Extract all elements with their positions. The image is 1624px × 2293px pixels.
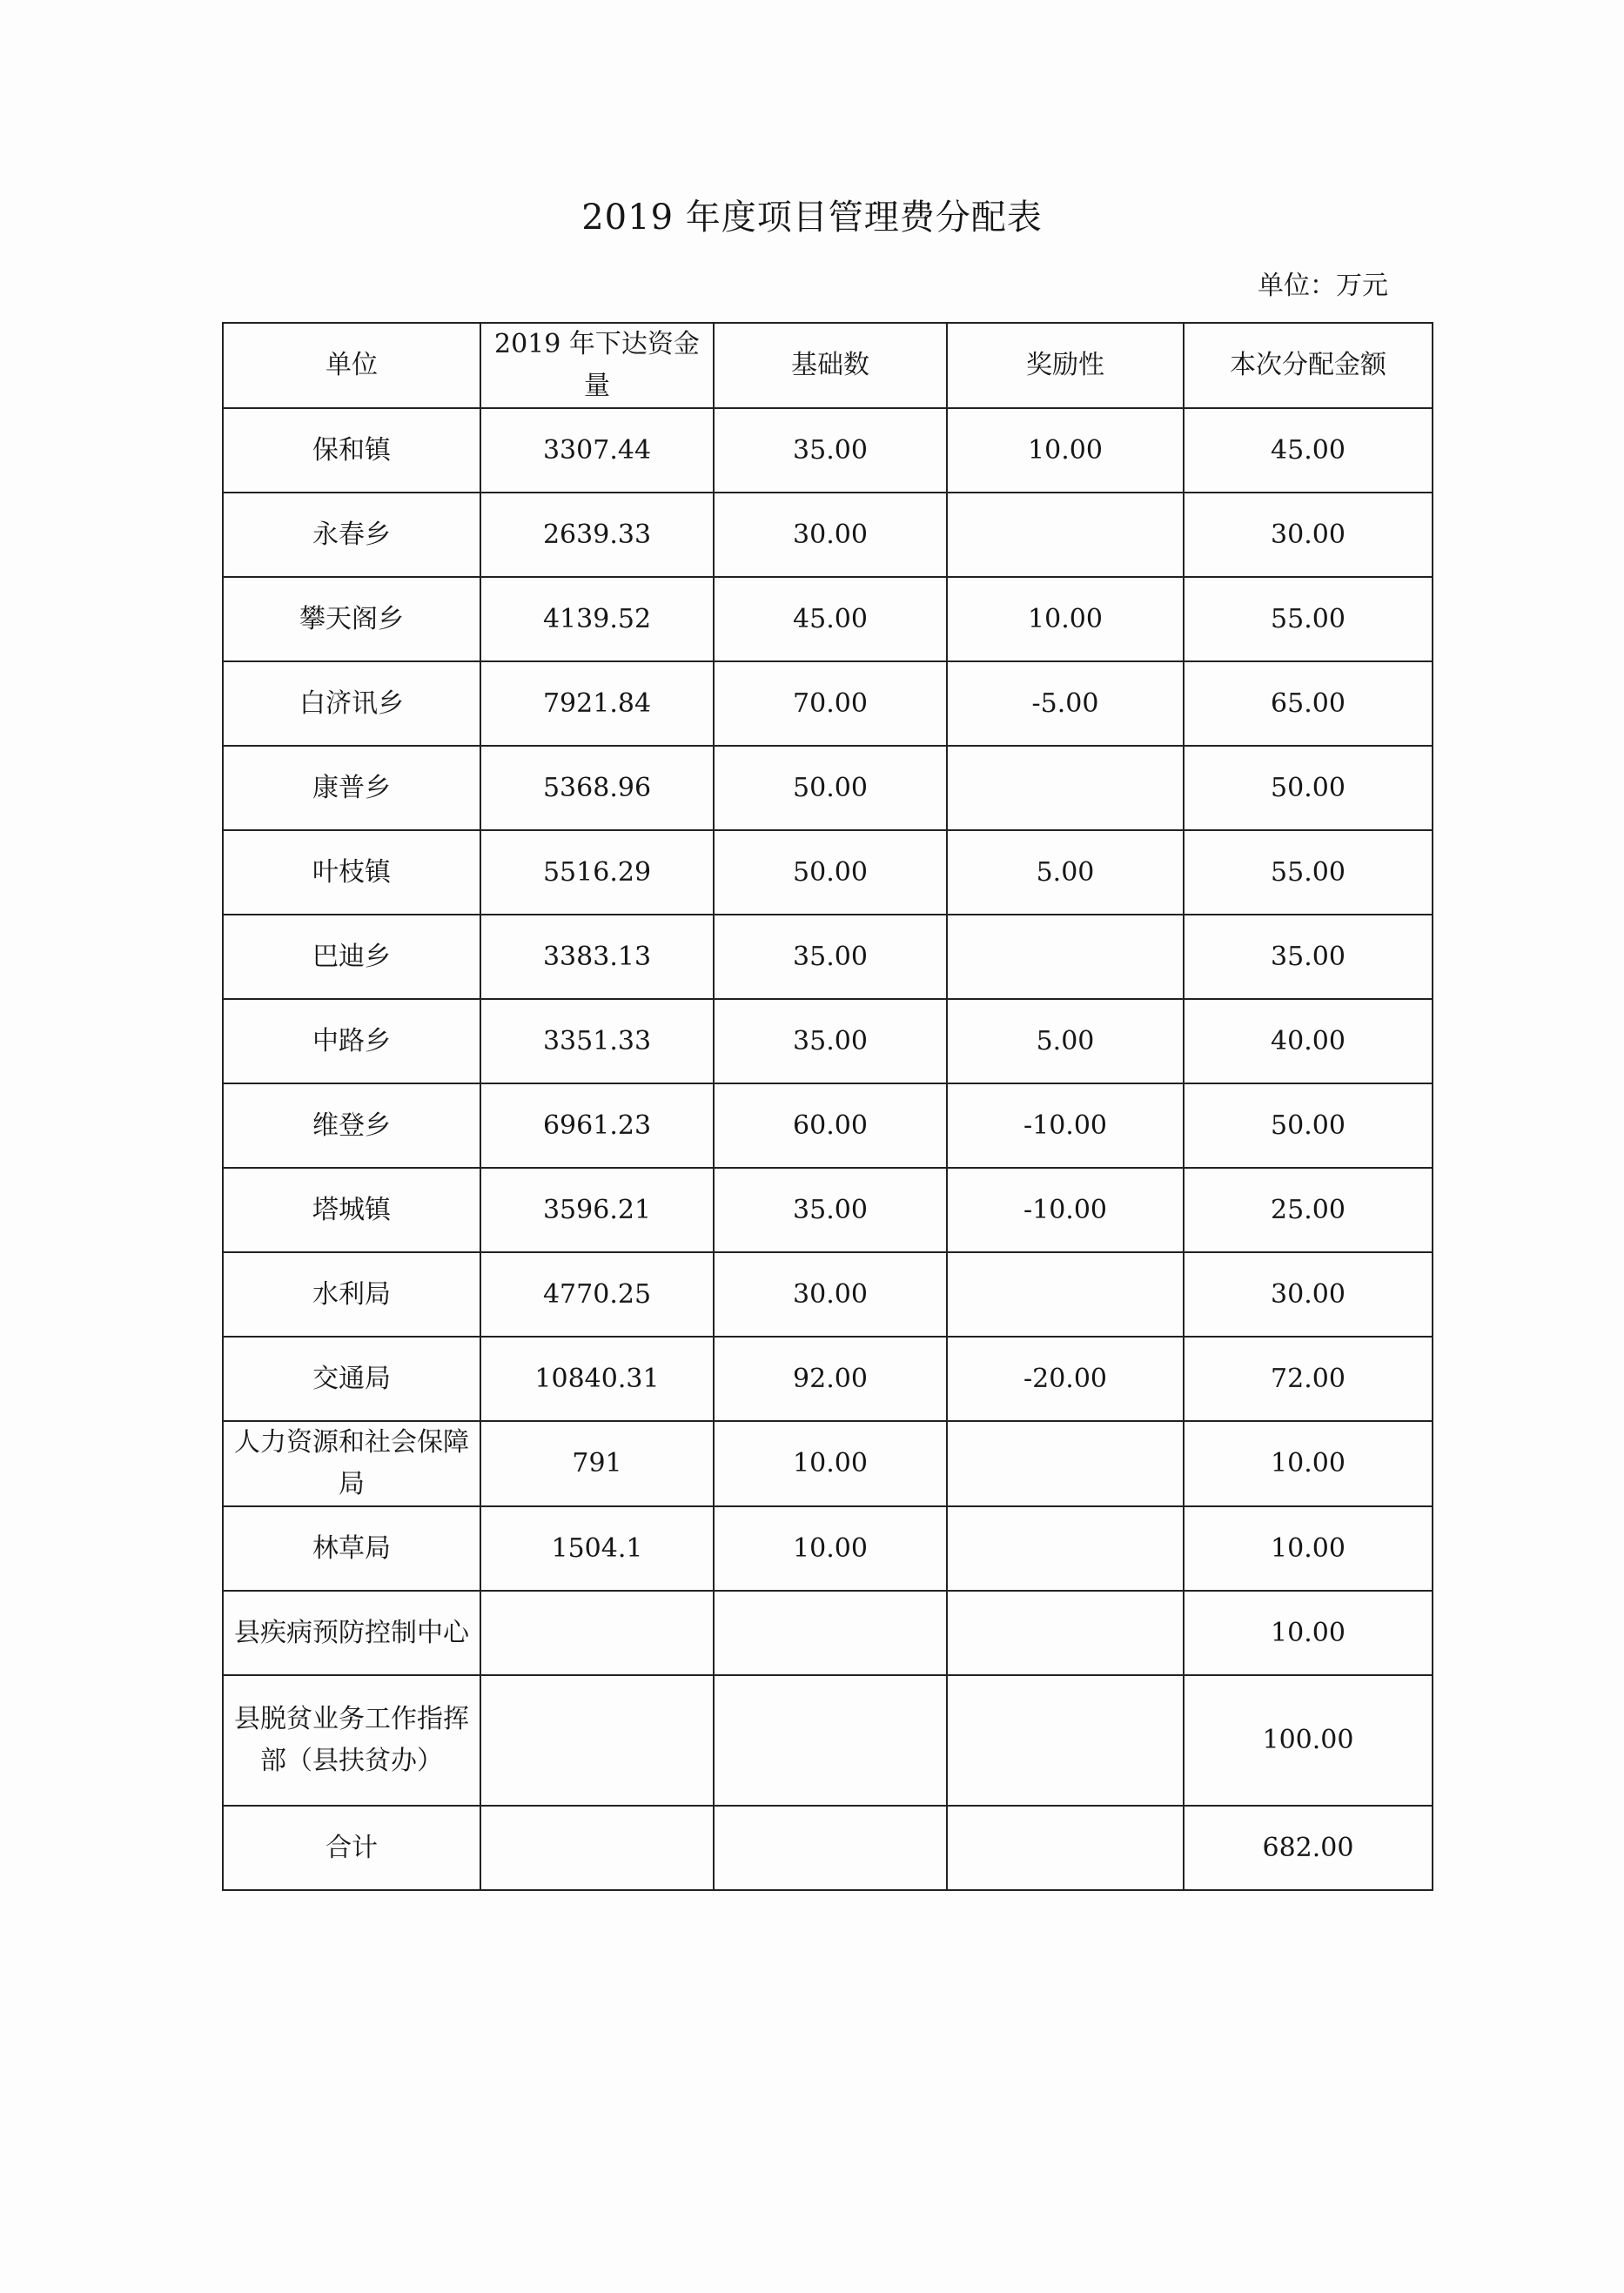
- cell-base: 92.00: [714, 1337, 947, 1421]
- cell-name: 塔城镇: [223, 1168, 480, 1252]
- cell-name: 维登乡: [223, 1083, 480, 1168]
- cell-bonus: [947, 1506, 1184, 1591]
- cell-base: 35.00: [714, 408, 947, 493]
- cell-funds: 3307.44: [480, 408, 714, 493]
- total-row: [223, 1806, 1433, 1890]
- cell-bonus: -20.00: [947, 1337, 1184, 1421]
- cell-name: 林草局: [223, 1506, 480, 1591]
- cell-funds: [480, 1675, 714, 1806]
- cell-name: 叶枝镇: [223, 830, 480, 915]
- cell-name: 人力资源和社会保障局: [223, 1421, 480, 1506]
- cell-funds: 2639.33: [480, 493, 714, 577]
- cell-bonus: [947, 915, 1184, 999]
- cell-total: 35.00: [1184, 915, 1433, 999]
- cell-base: 45.00: [714, 577, 947, 661]
- cell-total: 30.00: [1184, 1252, 1433, 1337]
- cell-total: 50.00: [1184, 1083, 1433, 1168]
- cell-total: 682.00: [1184, 1806, 1433, 1890]
- page-title: 2019 年度项目管理费分配表: [581, 198, 1043, 238]
- table-row: [223, 661, 1433, 746]
- cell-base: 30.00: [714, 1252, 947, 1337]
- cell-total: 30.00: [1184, 493, 1433, 577]
- cell-name: 攀天阁乡: [223, 577, 480, 661]
- table-row: [223, 1591, 1433, 1675]
- cell-base: 35.00: [714, 999, 947, 1083]
- unit-note: 单位：万元: [1258, 271, 1388, 301]
- cell-funds: 3351.33: [480, 999, 714, 1083]
- cell-name: 县脱贫业务工作指挥部（县扶贫办）: [223, 1675, 480, 1806]
- cell-name: 永春乡: [223, 493, 480, 577]
- cell-total: 50.00: [1184, 746, 1433, 830]
- table-row: [223, 408, 1433, 493]
- cell-funds: 4770.25: [480, 1252, 714, 1337]
- table-row: [223, 1675, 1433, 1806]
- cell-bonus: 10.00: [947, 577, 1184, 661]
- cell-bonus: [947, 1421, 1184, 1506]
- table-row: [223, 577, 1433, 661]
- cell-bonus: 5.00: [947, 830, 1184, 915]
- cell-funds: 4139.52: [480, 577, 714, 661]
- cell-bonus: [947, 493, 1184, 577]
- cell-total: 10.00: [1184, 1591, 1433, 1675]
- allocation-table: [222, 322, 1433, 1891]
- cell-funds: 3383.13: [480, 915, 714, 999]
- cell-bonus: [947, 1591, 1184, 1675]
- cell-funds: 7921.84: [480, 661, 714, 746]
- cell-name: 保和镇: [223, 408, 480, 493]
- cell-funds: 5368.96: [480, 746, 714, 830]
- table-row: [223, 915, 1433, 999]
- header-row: [223, 323, 1433, 408]
- cell-funds: 1504.1: [480, 1506, 714, 1591]
- cell-base: 60.00: [714, 1083, 947, 1168]
- cell-base: 35.00: [714, 915, 947, 999]
- cell-total: 72.00: [1184, 1337, 1433, 1421]
- table-row: [223, 1168, 1433, 1252]
- cell-funds: [480, 1591, 714, 1675]
- cell-name: 巴迪乡: [223, 915, 480, 999]
- cell-funds: 5516.29: [480, 830, 714, 915]
- table-row: [223, 1083, 1433, 1168]
- table-row: [223, 830, 1433, 915]
- cell-base: [714, 1675, 947, 1806]
- cell-funds: 791: [480, 1421, 714, 1506]
- cell-name: 交通局: [223, 1337, 480, 1421]
- cell-name: 康普乡: [223, 746, 480, 830]
- cell-funds: [480, 1806, 714, 1890]
- header-total: 本次分配金额: [1184, 323, 1433, 408]
- cell-bonus: -10.00: [947, 1083, 1184, 1168]
- cell-total: 100.00: [1184, 1675, 1433, 1806]
- table-row: [223, 1421, 1433, 1506]
- table-row: [223, 999, 1433, 1083]
- cell-name: 白济讯乡: [223, 661, 480, 746]
- cell-bonus: 5.00: [947, 999, 1184, 1083]
- table-row: [223, 1506, 1433, 1591]
- cell-bonus: [947, 1806, 1184, 1890]
- header-name: 单位: [223, 323, 480, 408]
- table-row: [223, 1337, 1433, 1421]
- header-base: 基础数: [714, 323, 947, 408]
- cell-bonus: -10.00: [947, 1168, 1184, 1252]
- cell-bonus: [947, 1675, 1184, 1806]
- cell-total: 45.00: [1184, 408, 1433, 493]
- cell-base: 50.00: [714, 746, 947, 830]
- cell-total: 65.00: [1184, 661, 1433, 746]
- cell-base: 35.00: [714, 1168, 947, 1252]
- cell-total: 10.00: [1184, 1421, 1433, 1506]
- cell-base: 30.00: [714, 493, 947, 577]
- cell-name: 合计: [223, 1806, 480, 1890]
- cell-total: 55.00: [1184, 577, 1433, 661]
- cell-funds: 10840.31: [480, 1337, 714, 1421]
- cell-total: 55.00: [1184, 830, 1433, 915]
- cell-base: 50.00: [714, 830, 947, 915]
- cell-base: [714, 1591, 947, 1675]
- cell-total: 25.00: [1184, 1168, 1433, 1252]
- cell-base: 10.00: [714, 1421, 947, 1506]
- table-row: [223, 1252, 1433, 1337]
- cell-bonus: 10.00: [947, 408, 1184, 493]
- cell-name: 水利局: [223, 1252, 480, 1337]
- cell-base: 10.00: [714, 1506, 947, 1591]
- cell-bonus: [947, 1252, 1184, 1337]
- cell-name: 中路乡: [223, 999, 480, 1083]
- cell-bonus: -5.00: [947, 661, 1184, 746]
- cell-base: 70.00: [714, 661, 947, 746]
- cell-base: [714, 1806, 947, 1890]
- cell-funds: 6961.23: [480, 1083, 714, 1168]
- cell-funds: 3596.21: [480, 1168, 714, 1252]
- cell-name: 县疾病预防控制中心: [223, 1591, 480, 1675]
- table-row: [223, 493, 1433, 577]
- cell-bonus: [947, 746, 1184, 830]
- table-row: [223, 746, 1433, 830]
- header-funds: 2019 年下达资金量: [480, 323, 714, 408]
- cell-total: 40.00: [1184, 999, 1433, 1083]
- cell-total: 10.00: [1184, 1506, 1433, 1591]
- header-bonus: 奖励性: [947, 323, 1184, 408]
